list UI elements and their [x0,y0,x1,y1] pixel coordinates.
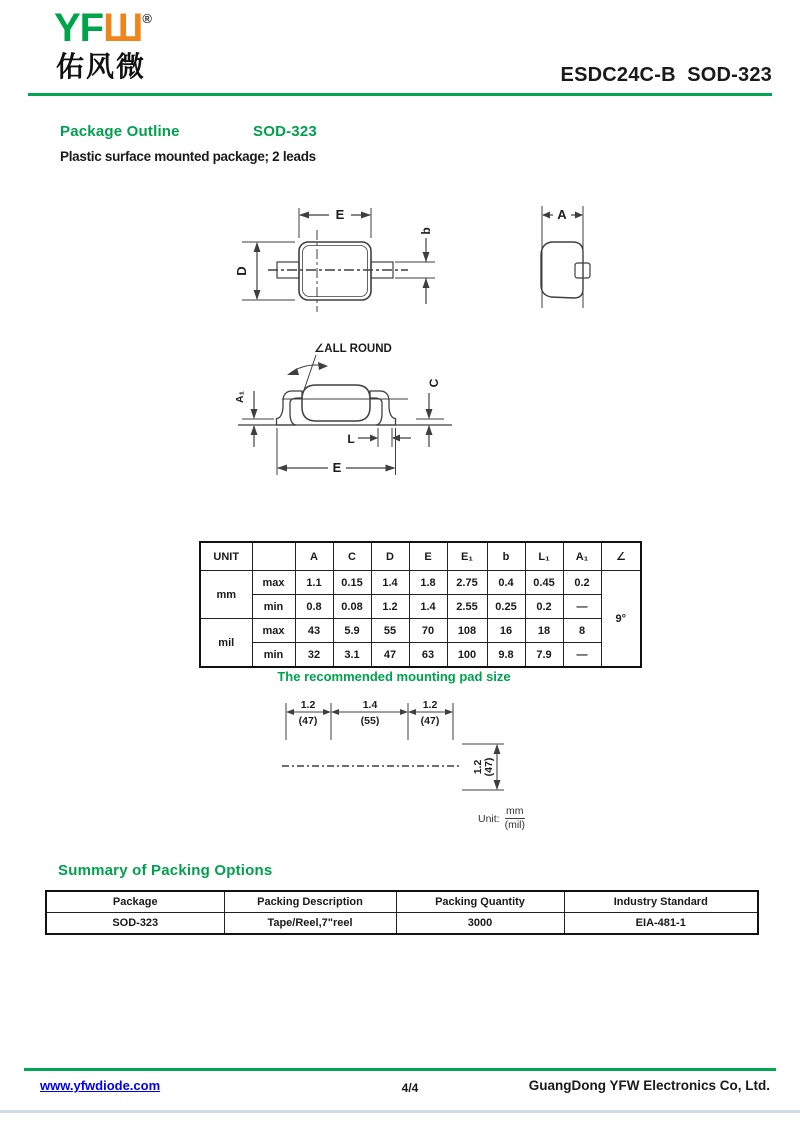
package-body-side-view [541,242,583,298]
dim-value: — [563,643,601,668]
company-name: GuangDong YFW Electronics Co, Ltd. [528,1078,770,1093]
right-gullwing-lead [370,391,396,425]
dimension-label-b: b [419,227,433,235]
website-link[interactable]: www.yfwdiode.com [40,1078,161,1093]
dim-value: 0.8 [295,595,333,619]
mounting-pad-drawing [260,698,510,818]
package-top-and-side-view-drawing [230,190,630,330]
dim-value: 1.8 [409,571,447,595]
footer-divider [24,1068,776,1071]
registered-trademark-icon: ® [142,11,152,26]
dim-value: 0.15 [333,571,371,595]
dim-value: 1.4 [409,595,447,619]
dim-value: 0.25 [487,595,525,619]
dimension-table [199,541,642,668]
dim-value: — [563,595,601,619]
dimension-label-d: D [234,266,249,276]
package-profile-drawing [230,335,460,485]
dim-value: 0.4 [487,571,525,595]
packing-col-header: Packing Quantity [396,891,564,913]
pad-dim-center-mm: 1.4 [362,699,378,711]
logo-chinese-name: 佑风微 [56,51,147,82]
dim-value: 9.8 [487,643,525,668]
dim-value: 70 [409,619,447,643]
packing-col-header: Packing Description [224,891,396,913]
dim-value: 0.45 [525,571,563,595]
dim-value: 43 [295,619,333,643]
pad-dim-left-mil: (47) [298,715,318,727]
unit-fraction [505,806,525,831]
dim-value: 55 [371,619,409,643]
dim-value: 5.9 [333,619,371,643]
bottom-accent-line [0,1110,800,1113]
dim-value: 63 [409,643,447,668]
unit-header-cell: UNIT [200,542,252,571]
dim-value: 47 [371,643,409,668]
packing-heading: Summary of Packing Options [58,862,273,879]
mounting-pad-caption: The recommended mounting pad size [277,669,511,684]
dim-value: 108 [447,619,487,643]
dim-value: 7.9 [525,643,563,668]
bound-cell: max [252,571,295,595]
dim-value: 1.2 [371,595,409,619]
dim-value: 2.55 [447,595,487,619]
dimension-label-c: C [427,378,441,388]
yfw-logo [54,8,152,48]
pad-dim-right-mil: (47) [420,715,440,727]
packing-header-row [46,891,758,913]
packing-cell-description: Tape/Reel,7"reel [224,913,396,935]
angle-value-cell: 9° [601,571,641,668]
col-header: E [409,542,447,571]
dim-value: 8 [563,619,601,643]
table-row [200,643,641,668]
pad-side-dim-mil: (47) [483,757,495,777]
pad-dim-center-mil: (55) [360,715,380,727]
dim-value: 32 [295,643,333,668]
packing-col-header: Industry Standard [564,891,758,913]
dimension-label-a1: A₁ [234,391,246,403]
document-title: ESDC24C-B SOD-323 [560,64,772,86]
table-row [200,595,641,619]
pad-side-dim-mm: 1.2 [472,759,484,775]
package-description: Plastic surface mounted package; 2 leads [60,149,316,164]
bound-cell: max [252,619,295,643]
logo-text-yf: YF [54,6,104,50]
col-header: D [371,542,409,571]
col-header: E₁ [447,542,487,571]
page-number: 4/4 [401,1081,419,1095]
package-body-top-view [299,242,371,300]
packing-cell-quantity: 3000 [396,913,564,935]
unit-numerator: mm [506,805,524,817]
all-round-note: ∠ALL ROUND [314,343,392,355]
pad-dim-right-mm: 1.2 [422,699,438,711]
left-gullwing-lead [277,391,303,425]
col-header-angle: ∠ [601,542,641,571]
unit-cell: mm [200,571,252,619]
dim-value: 2.75 [447,571,487,595]
packing-table [45,890,759,935]
unit-note-label: Unit: [478,812,500,825]
bound-cell: min [252,595,295,619]
dim-value: 0.2 [525,595,563,619]
unit-denominator: (mil) [504,818,525,831]
packing-col-header: Package [46,891,224,913]
pad-dim-left-mm: 1.2 [300,699,316,711]
dim-value: 1.1 [295,571,333,595]
logo-text-w: Ш [103,6,143,50]
bound-cell: min [252,643,295,668]
dimension-label-a: A [557,207,567,222]
dim-value: 18 [525,619,563,643]
dim-value: 0.2 [563,571,601,595]
col-header: A [295,542,333,571]
dimension-label-l: L [347,432,355,446]
table-header-row [200,542,641,571]
header-divider [28,93,772,96]
section-heading-sod323: SOD-323 [253,123,317,140]
col-header: C [333,542,371,571]
col-header: b [487,542,525,571]
dim-value: 1.4 [371,571,409,595]
dimension-label-e-profile: E [332,460,342,475]
col-header: A₁ [563,542,601,571]
bound-header-cell [252,542,295,571]
col-header: L₁ [525,542,563,571]
packing-cell-package: SOD-323 [46,913,224,935]
dim-value: 0.08 [333,595,371,619]
section-heading-package-outline: Package Outline [60,123,180,140]
unit-cell: mil [200,619,252,668]
dim-value: 3.1 [333,643,371,668]
dimension-label-e-top: E [335,207,345,222]
table-row [200,619,641,643]
table-row [200,571,641,595]
packing-data-row [46,913,758,935]
dim-value: 16 [487,619,525,643]
dim-value: 100 [447,643,487,668]
unit-note [478,806,525,831]
package-body-profile [302,385,370,421]
packing-cell-standard: EIA-481-1 [564,913,758,935]
